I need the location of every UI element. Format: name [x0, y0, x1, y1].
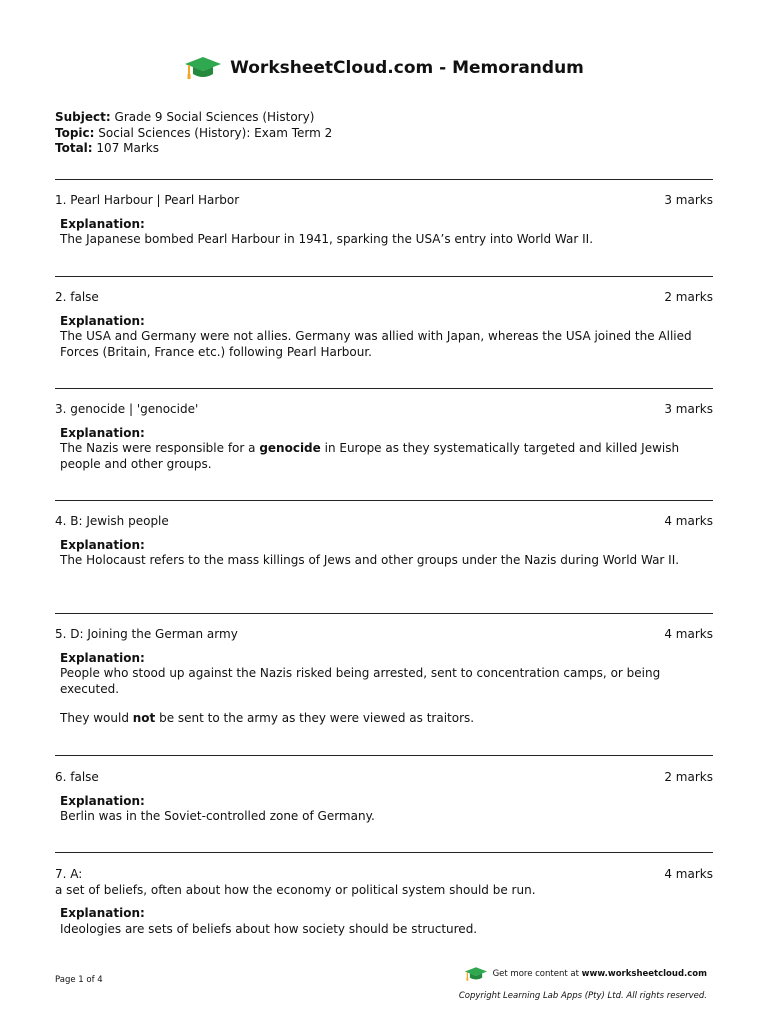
marks-label: 3 marks: [664, 193, 713, 207]
marks-label: 2 marks: [664, 290, 713, 304]
graduation-cap-icon: [463, 966, 489, 982]
footer-cta: Get more content at www.worksheetcloud.com: [492, 969, 707, 979]
explanation-text: Ideologies are sets of beliefs about how society should be structured.: [60, 921, 478, 936]
marks-label: 4 marks: [664, 867, 713, 881]
question-6: [55, 770, 713, 825]
divider: [55, 179, 713, 180]
divider: [55, 613, 713, 614]
divider: [55, 276, 713, 277]
marks-label: 4 marks: [664, 514, 713, 528]
question-1: [55, 193, 713, 248]
document-meta: [55, 110, 332, 157]
answer-text-line-2: a set of beliefs, often about how the economy or political system should be run.: [55, 882, 536, 897]
explanation-label: Explanation:: [60, 793, 145, 808]
subject-value: Grade 9 Social Sciences (History): [114, 110, 315, 124]
explanation-label: Explanation:: [60, 425, 145, 440]
answer-text: 3. genocide | 'genocide': [55, 402, 199, 416]
explanation-text: Berlin was in the Soviet-controlled zone of Germany.: [60, 809, 375, 823]
marks-label: 2 marks: [664, 770, 713, 784]
explanation-text: The Japanese bombed Pearl Harbour in 1941, sparking the USA’s entry into World War II.: [60, 232, 594, 246]
explanation-label: Explanation:: [60, 313, 145, 328]
subject-row: Subject: Grade 9 Social Sciences (History): [55, 110, 315, 124]
explanation-text-2: They would not be sent to the army as they were viewed as traitors.: [60, 711, 475, 725]
copyright-text: Copyright Learning Lab Apps (Pty) Ltd. All rights reserved.: [458, 991, 707, 1001]
answer-text: 6. false: [55, 770, 99, 784]
question-4: [55, 514, 713, 569]
title-text: WorksheetCloud.com - Memorandum: [230, 58, 584, 78]
divider: [55, 755, 713, 756]
answer-text: 7. A:: [55, 867, 83, 881]
total-value: 107 Marks: [96, 141, 159, 155]
page-number: Page 1 of 4: [55, 975, 103, 985]
document-title: [184, 55, 584, 81]
explanation-label: Explanation:: [60, 537, 145, 552]
question-3: [55, 402, 713, 472]
answer-text: 5. D: Joining the German army: [55, 627, 238, 641]
topic-value: Social Sciences (History): Exam Term 2: [98, 125, 333, 140]
footer-promo: [459, 966, 707, 1004]
divider: [55, 852, 713, 853]
total-row: Total: 107 Marks: [55, 141, 159, 155]
graduation-cap-icon: [184, 55, 222, 81]
website-link[interactable]: www.worksheetcloud.com: [581, 969, 707, 979]
divider: [55, 500, 713, 501]
answer-text: 1. Pearl Harbour | Pearl Harbor: [55, 193, 240, 207]
divider: [55, 388, 713, 389]
explanation-text: People who stood up against the Nazis risked being arrested, sent to concentration camps, or being executed.: [60, 666, 661, 696]
explanation-label: Explanation:: [60, 906, 145, 920]
marks-label: 3 marks: [664, 402, 713, 416]
explanation-text: The USA and Germany were not allies. Germany was allied with Japan, whereas the USA joined the Allied Forces (Britain, France etc.) following Pearl Harbour.: [60, 329, 692, 359]
explanation-label: Explanation:: [60, 216, 145, 231]
answer-text: 4. B: Jewish people: [55, 514, 169, 528]
question-7: [55, 867, 713, 937]
explanation-label: Explanation:: [60, 650, 145, 665]
page-footer: [55, 966, 713, 1001]
page-header: [0, 55, 768, 84]
explanation-text: The Nazis were responsible for a genocide in Europe as they systematically targeted and killed Jewish people and other groups.: [60, 441, 680, 471]
explanation-text: The Holocaust refers to the mass killings of Jews and other groups under the Nazis during World War II.: [60, 553, 680, 567]
marks-label: 4 marks: [664, 627, 713, 641]
answer-text: 2. false: [55, 290, 99, 304]
topic-row: Topic: Social Sciences (History): Exam Term 2: [55, 125, 333, 140]
question-2: [55, 290, 713, 360]
question-5: [55, 627, 713, 727]
